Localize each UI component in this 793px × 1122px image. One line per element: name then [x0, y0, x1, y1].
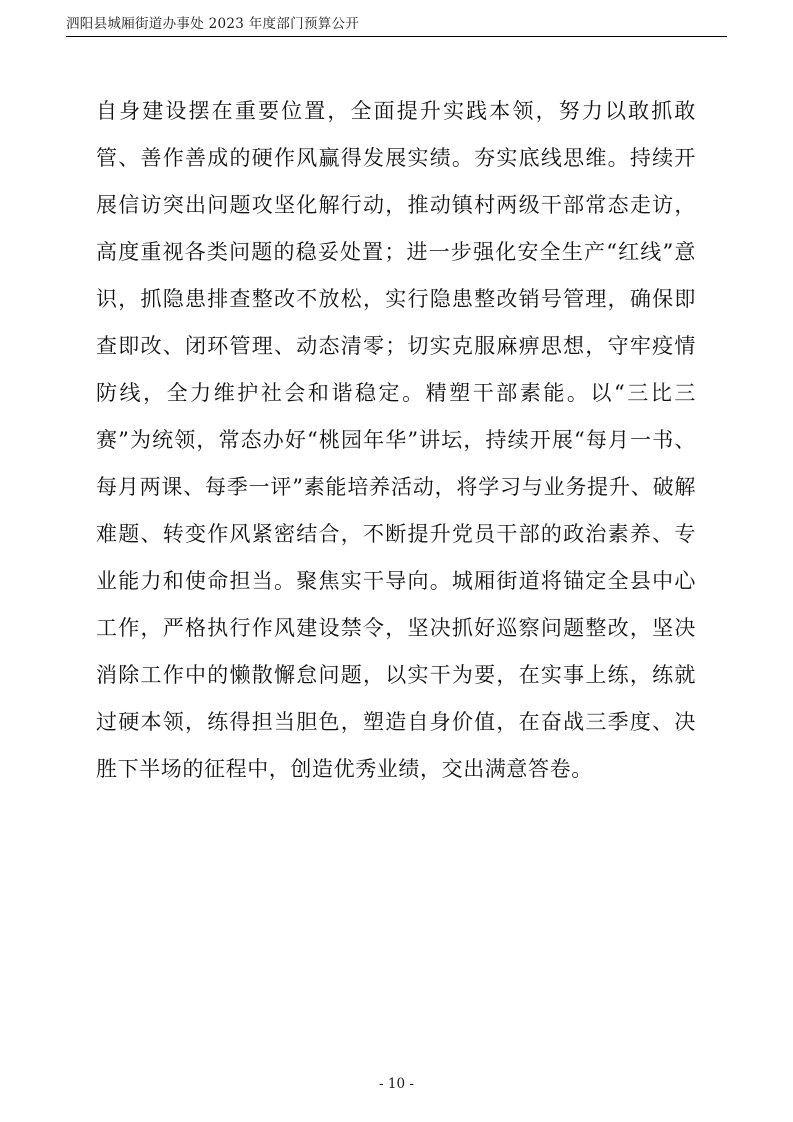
header-divider: [66, 36, 727, 37]
body-paragraph: 自身建设摆在重要位置，全面提升实践本领，努力以敢抓敢管、善作善成的硬作风赢得发展实绩。夯实底线思维。持续开展信访突出问题攻坚化解行动，推动镇村两级干部常态走访，高度重视各类问题的稳妥处置；进一步强化安全生产“红线”意识，抓隐患排查整改不放松，实行隐患整改销号管理，确保即查即改、闭环管理、动态清零；切实克服麻痹思想，守牢疫情防线，全力维护社会和谐稳定。精塑干部素能。以“三比三赛”为统领，常态办好“桃园年华”讲坛，持续开展“每月一书、每月两课、每季一评”素能培养活动，将学习与业务提升、破解难题、转变作风紧密结合，不断提升党员干部的政治素养、专业能力和使命担当。聚焦实干导向。城厢街道将锚定全县中心工作，严格执行作风建设禁令，坚决抓好巡察问题整改，坚决消除工作中的懒散懈怠问题，以实干为要，在实事上练，练就过硬本领，练得担当胆色，塑造自身价值，在奋战三季度、决胜下半场的征程中，创造优秀业绩，交出满意答卷。: [96, 99, 696, 781]
page-number: - 10 -: [379, 1076, 414, 1092]
page-header-title: 泗阳县城厢街道办事处 2023 年度部门预算公开: [66, 16, 360, 32]
